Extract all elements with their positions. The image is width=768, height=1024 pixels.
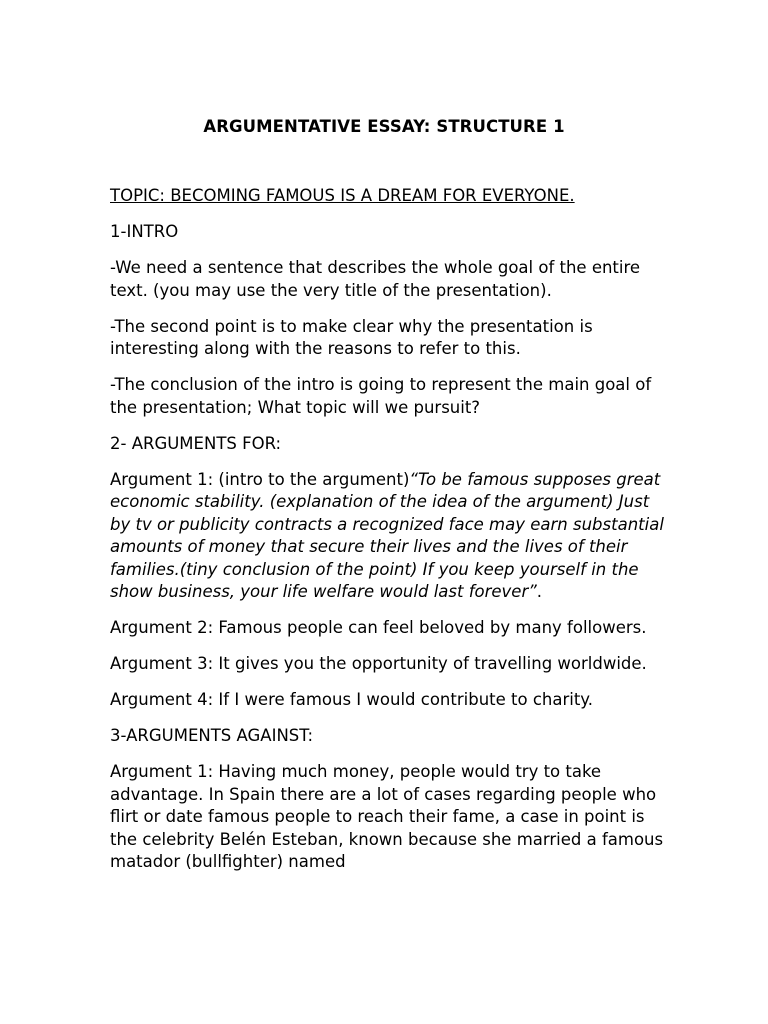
intro-paragraph-2: -The second point is to make clear why the presentation is interesting along with the reasons to refer to this.	[110, 316, 593, 358]
argument-for-2: Argument 2: Famous people can feel beloved by many followers.	[110, 618, 647, 637]
arguments-for-heading: 2- ARGUMENTS FOR:	[110, 433, 282, 453]
intro-heading: 1-INTRO	[110, 222, 179, 241]
topic-line: TOPIC: BECOMING FAMOUS IS A DREAM FOR EVERYONE.	[110, 186, 575, 205]
arguments-against-heading: 3-ARGUMENTS AGAINST:	[110, 726, 314, 745]
argument-for-1	[110, 469, 670, 604]
argument-for-1-end: .	[536, 582, 543, 601]
argument-for-3: Argument 3: It gives you the opportunity of travelling worldwide.	[110, 654, 647, 673]
argument-for-4: Argument 4: If I were famous I would contribute to charity.	[110, 690, 593, 709]
argument-for-1-intro: Argument 1: (intro to the argument)	[110, 469, 410, 489]
argument-against-1: Argument 1: Having much money, people would try to take advantage. In Spain there are a lot of cases regarding people who flirt or date famous people to reach their fame, a case in point is the celebrity Belén Esteban, known because she married a famous matador (bullfighter) named	[110, 762, 664, 871]
intro-paragraph-1: -We need a sentence that describes the whole goal of the entire text. (you may use the very title of the presentation).	[110, 258, 641, 300]
document-body	[110, 185, 670, 887]
document-title: ARGUMENTATIVE ESSAY: STRUCTURE 1	[203, 117, 565, 136]
argument-for-1-quote: “To be famous supposes great economic stability. (explanation of the idea of the argument) Just by tv or publicity contracts a recognized face may earn substantial amounts of money that secure their lives and the lives of their families.(tiny conclusion of the point) If you keep yourself in the show business, your life welfare would last forever”	[110, 469, 664, 601]
intro-paragraph-3: -The conclusion of the intro is going to represent the main goal of the presentation; What topic will we pursuit?	[110, 375, 652, 417]
